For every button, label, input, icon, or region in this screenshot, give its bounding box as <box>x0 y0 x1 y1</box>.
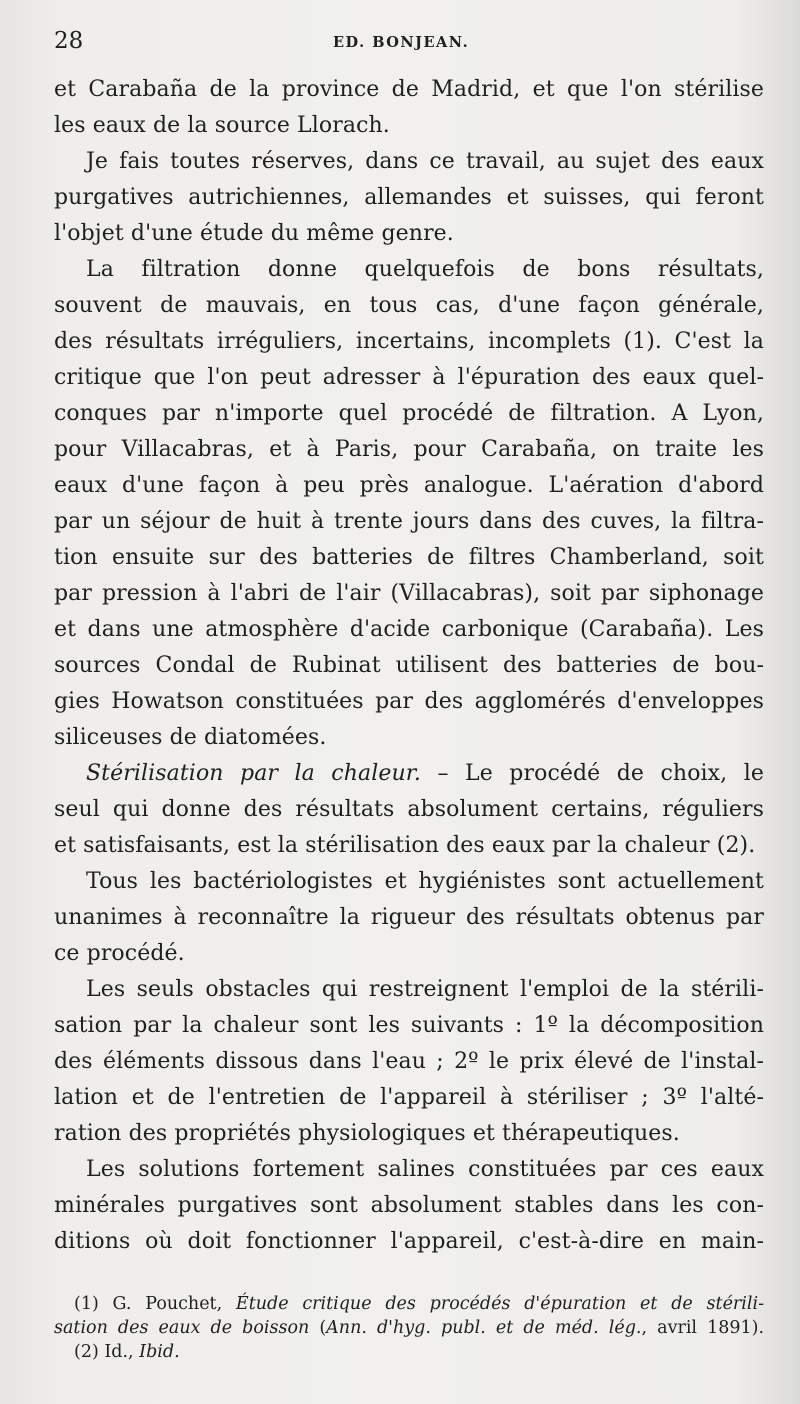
text-line: sation par la chaleur sont les suivants : 1º la décomposition <box>54 1013 764 1038</box>
text-line: et satisfaisants, est la stérilisation des eaux par la chaleur (2). <box>54 833 756 858</box>
text-line: purgatives autrichiennes, allemandes et suisses, qui feront <box>54 185 764 210</box>
footnote-title: Étude critique des procédés d'épuration et de stérili- <box>235 1294 764 1314</box>
section-heading-line <box>54 756 764 792</box>
text-line: et dans une atmosphère d'acide carbonique (Carabaña). Les <box>54 617 764 642</box>
text-line: par un séjour de huit à trente jours dans des cuves, la filtra- <box>54 509 764 534</box>
footnote-2 <box>74 1340 764 1364</box>
body-text <box>54 72 764 1260</box>
text-line: Les solutions fortement salines constituées par ces eaux <box>86 1157 764 1182</box>
footnote-text: ( <box>309 1318 327 1338</box>
section-heading: Stérilisation par la chaleur. <box>86 761 422 786</box>
text-line: Les seuls obstacles qui restreignent l'emploi de la stérili- <box>86 977 764 1002</box>
text-line: pour Villacabras, et à Paris, pour Carabaña, on traite les <box>54 437 764 462</box>
text-line: Je fais toutes réserves, dans ce travail, au sujet des eaux <box>86 149 764 174</box>
text-line: des éléments dissous dans l'eau ; 2º le prix élevé de l'instal- <box>54 1049 764 1074</box>
text-line: ditions où doit fonctionner l'appareil, c'est-à-dire en main- <box>54 1229 764 1254</box>
text-line: par pression à l'abri de l'air (Villacabras), soit par siphonage <box>54 581 764 606</box>
text-line: eaux d'une façon à peu près analogue. L'aération d'abord <box>54 473 764 498</box>
text-line: souvent de mauvais, en tous cas, d'une façon générale, <box>54 293 764 318</box>
text-line: La filtration donne quelquefois de bons résultats, <box>86 257 764 282</box>
page-header <box>54 28 760 68</box>
text-line: des résultats irréguliers, incertains, incomplets (1). C'est la <box>54 329 764 354</box>
footnote-title: sation des eaux de boisson <box>54 1318 310 1338</box>
text-line: seul qui donne des résultats absolument certains, réguliers <box>54 797 764 822</box>
text-span: – Le procédé de choix, le <box>421 761 764 786</box>
footnote-text: (2) Id., <box>74 1342 140 1362</box>
text-line: lation et de l'entretien de l'appareil à stériliser ; 3º l'alté- <box>54 1085 764 1110</box>
text-line: gies Howatson constituées par des agglomérés d'enveloppes <box>54 689 764 714</box>
text-line: et Carabaña de la province de Madrid, et que l'on stérilise <box>54 77 764 102</box>
footnote-journal: Ann. d'hyg. publ. et de méd. lég. <box>326 1318 642 1338</box>
footnotes <box>54 1292 765 1364</box>
text-line: unanimes à reconnaître la rigueur des résultats obtenus par <box>54 905 764 930</box>
text-line: tion ensuite sur des batteries de filtres Chamberland, soit <box>54 545 764 570</box>
footnote-1-continued <box>54 1316 764 1340</box>
text-line: sources Condal de Rubinat utilisent des batteries de bou- <box>54 653 764 678</box>
footnote-1 <box>74 1292 764 1316</box>
footnote-text: , avril 1891). <box>641 1318 765 1338</box>
footnote-text: (1) G. Pouchet, <box>74 1294 236 1314</box>
text-line: conques par n'importe quel procédé de filtration. A Lyon, <box>54 401 764 426</box>
text-line: les eaux de la source Llorach. <box>54 113 390 138</box>
running-head: ED. BONJEAN. <box>333 34 470 51</box>
text-line: critique que l'on peut adresser à l'épuration des eaux quel- <box>54 365 764 390</box>
text-line: ration des propriétés physiologiques et thérapeutiques. <box>54 1121 680 1146</box>
page-number: 28 <box>54 28 84 54</box>
text-line: siliceuses de diatomées. <box>54 725 327 750</box>
text-line: minérales purgatives sont absolument stables dans les con- <box>54 1193 764 1218</box>
text-line: ce procédé. <box>54 941 185 966</box>
text-line: l'objet d'une étude du même genre. <box>54 221 454 246</box>
text-line: Tous les bactériologistes et hygiénistes sont actuellement <box>86 869 764 894</box>
footnote-ref: Ibid. <box>139 1342 180 1362</box>
